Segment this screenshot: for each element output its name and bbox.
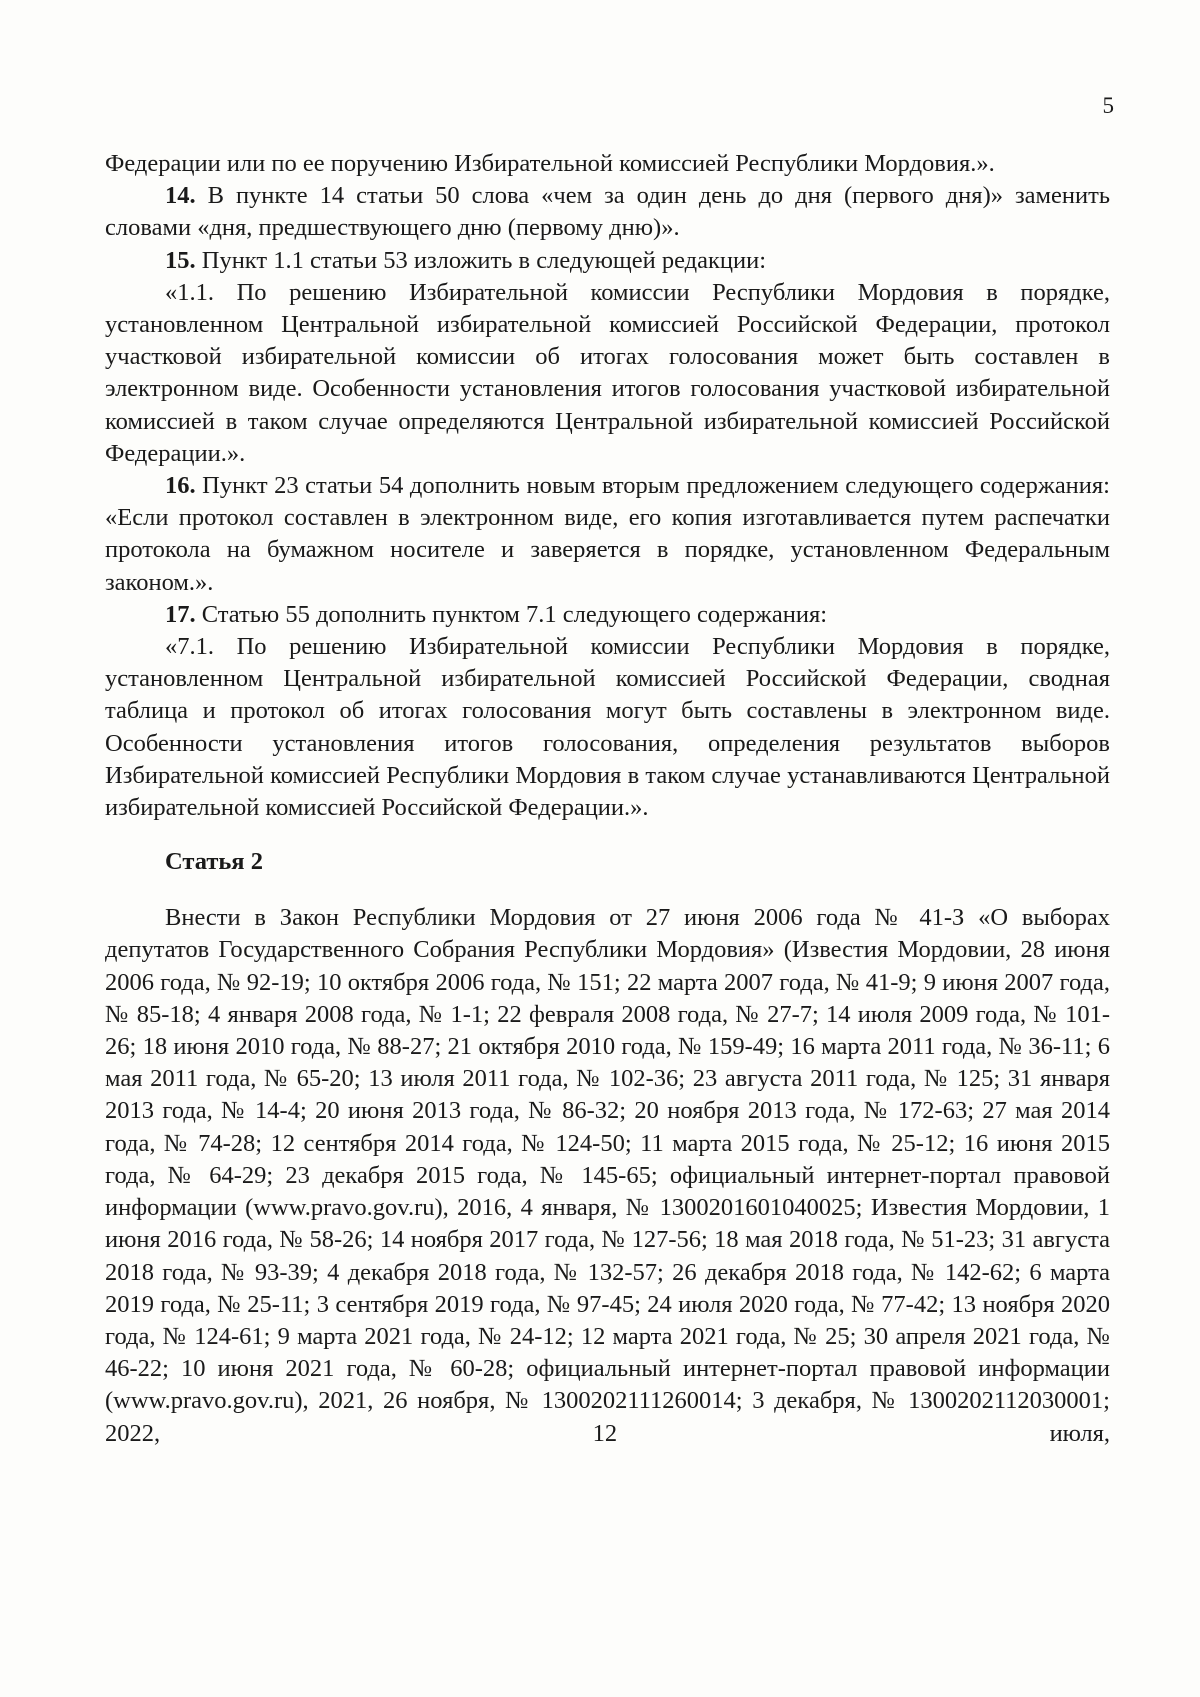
page-number: 5 (1102, 93, 1114, 118)
paragraph-item-17 (105, 599, 1110, 631)
item-number: 17. (165, 600, 196, 628)
paragraph-item-16 (105, 470, 1110, 599)
paragraph-article-2-body: Внести в Закон Республики Мордовия от 27 июня 2006 года № 41-З «О выборах депутатов Государственного Собрания Республики Мордовия» (Известия Мордовии, 28 июня 2006 года, № 92-19; 10 октября 2006 года, № 151; 22 марта 2007 года, № 41-9; 9 июня 2007 года, № 85-18; 4 января 2008 года, № 1-1; 22 февраля 2008 года, № 27-7; 14 июля 2009 года, № 101-26; 18 июня 2010 года, № 88-27; 21 октября 2010 года, № 159-49; 16 марта 2011 года, № 36-11; 6 мая 2011 года, № 65-20; 13 июля 2011 года, № 102-36; 23 августа 2011 года, № 125; 31 января 2013 года, № 14-4; 20 июня 2013 года, № 86-32; 20 ноября 2013 года, № 172-63; 27 мая 2014 года, № 74-28; 12 сентября 2014 года, № 124-50; 11 марта 2015 года, № 25-12; 16 июня 2015 года, № 64-29; 23 декабря 2015 года, № 145-65; официальный интернет-портал правовой информации (www.pravo.gov.ru), 2016, 4 января, № 1300201601040025; Известия Мордовии, 1 июня 2016 года, № 58-26; 14 ноября 2017 года, № 127-56; 18 мая 2018 года, № 51-23; 31 августа 2018 года, № 93-39; 4 декабря 2018 года, № 132-57; 26 декабря 2018 года, № 142-62; 6 марта 2019 года, № 25-11; 3 сентября 2019 года, № 97-45; 24 июля 2020 года, № 77-42; 13 ноября 2020 года, № 124-61; 9 марта 2021 года, № 24-12; 12 марта 2021 года, № 25; 30 апреля 2021 года, № 46-22; 10 июня 2021 года, № 60-28; официальный интернет-портал правовой информации (www.pravo.gov.ru), 2021, 26 ноября, № 1300202111260014; 3 декабря, № 1300202112030001; 2022, 12 июля, (105, 904, 1110, 1447)
item-number: 15. (165, 246, 196, 274)
paragraph-quote-7-1: «7.1. По решению Избирательной комиссии Республики Мордовия в порядке, установленном Центральной избирательной комиссией Российской Федерации, сводная таблица и протокол об итогах голосования могут быть составлены в электронном виде. Особенности установления итогов голосования, определения результатов выборов Избирательной комиссией Республики Мордовия в таком случае устанавливаются Центральной избирательной комиссией Российской Федерации.». (105, 633, 1110, 822)
paragraph-quote-1-1: «1.1. По решению Избирательной комиссии Республики Мордовия в порядке, установленном Центральной избирательной комиссией Российской Федерации, протокол участковой избирательной комиссии об итогах голосования может быть составлен в электронном виде. Особенности установления итогов голосования участковой избирательной комиссией в таком случае определяются Центральной избирательной комиссией Российской Федерации.». (105, 278, 1110, 467)
article-heading: Статья 2 (165, 848, 263, 876)
paragraph-item-14 (105, 180, 1110, 244)
paragraph-item-15 (105, 245, 1110, 277)
item-text: Пункт 1.1 статьи 53 изложить в следующей редакции: (195, 246, 767, 274)
item-text: Пункт 23 статьи 54 дополнить новым вторым предложением следующего содержания: «Если протокол составлен в электронном виде, его копия изготавливается путем распечатки протокола на бумажном носителе и заверяется в порядке, установленном Федеральным законом.». (105, 472, 1110, 596)
document-body (105, 148, 1110, 1450)
paragraph-continuation: Федерации или по ее поручению Избирательной комиссией Республики Мордовия.». (105, 150, 995, 177)
item-text: Статью 55 дополнить пунктом 7.1 следующего содержания: (195, 600, 828, 628)
item-number: 14. (165, 182, 196, 210)
item-text: В пункте 14 статьи 50 слова «чем за один день до дня (первого дня)» заменить словами «дня, предшествующего дню (первому дню)». (105, 182, 1110, 242)
item-number: 16. (165, 472, 196, 500)
